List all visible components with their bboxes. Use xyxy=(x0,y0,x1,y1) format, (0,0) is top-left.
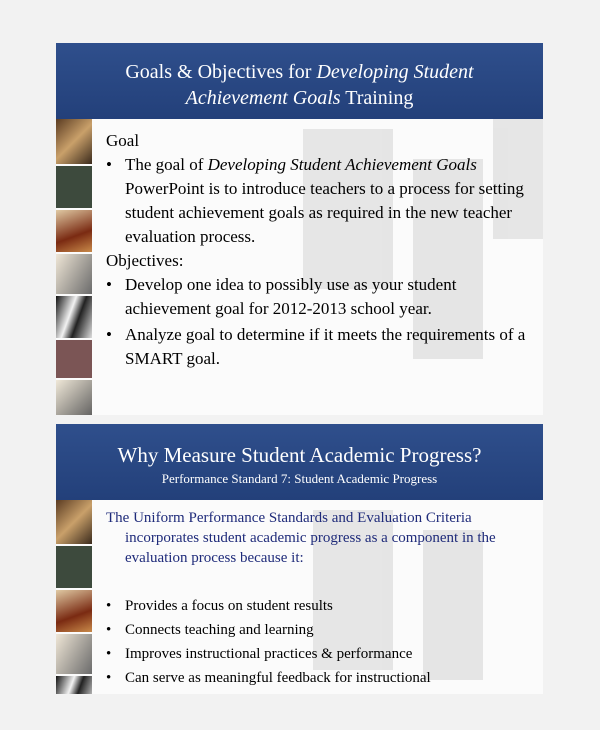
bullet-text: Develop one idea to possibly use as your student achievement goal for 2012-2013 school year. xyxy=(125,275,457,318)
slide2-subtitle: Performance Standard 7: Student Academic Progress xyxy=(161,471,438,486)
title-italic-text: Developing Student xyxy=(316,61,474,83)
intro-continuation: incorporates student academic progress as a component in the evaluation process because it: xyxy=(125,530,496,566)
bullet-text: Provides a focus on student results xyxy=(125,598,333,614)
photo-strip xyxy=(56,119,92,415)
objective-bullet xyxy=(106,323,533,371)
title-italic-text: Achievement Goals xyxy=(185,87,341,109)
reason-bullet xyxy=(106,596,533,616)
reason-bullet xyxy=(106,644,533,664)
photo-tile xyxy=(56,296,92,338)
slide1-header xyxy=(56,43,543,119)
bullet-italic-text: Developing Student Achievement Goals xyxy=(207,155,477,174)
photo-strip xyxy=(56,500,92,694)
slide2-title: Why Measure Student Academic Progress? xyxy=(117,443,482,467)
photo-tile xyxy=(56,254,92,294)
slide2-body xyxy=(106,508,533,688)
goal-bullet xyxy=(106,153,533,249)
slide1-body xyxy=(106,129,533,371)
bullet-icon: • xyxy=(106,155,112,174)
photo-tile xyxy=(56,210,92,252)
bullet-text: PowerPoint is to introduce teachers to a process for setting student achievement goals as required in the new teacher evaluation process. xyxy=(125,179,524,246)
reason-bullet xyxy=(106,668,533,688)
bullet-text: Can serve as meaningful feedback for instructional xyxy=(125,670,431,686)
slide-why-measure xyxy=(56,424,543,694)
objective-bullet xyxy=(106,273,533,321)
intro-line: The Uniform Performance Standards and Evaluation Criteria xyxy=(106,510,472,526)
bullet-icon: • xyxy=(106,325,112,344)
bullet-icon: • xyxy=(106,598,112,614)
photo-tile xyxy=(56,119,92,164)
reason-bullet xyxy=(106,620,533,640)
objectives-heading: Objectives: xyxy=(106,251,184,270)
bullet-text: Connects teaching and learning xyxy=(125,622,314,638)
bullet-icon: • xyxy=(106,670,112,686)
photo-tile xyxy=(56,590,92,632)
photo-tile xyxy=(56,380,92,415)
slide1-title xyxy=(56,43,543,111)
bullet-text: The goal of xyxy=(125,155,208,174)
title-text: Training xyxy=(340,87,414,109)
photo-tile xyxy=(56,166,92,208)
bullet-text: Improves instructional practices & performance xyxy=(125,646,413,662)
bullet-icon: • xyxy=(106,622,112,638)
slide2-header xyxy=(56,424,543,500)
photo-tile xyxy=(56,676,92,694)
bullet-icon: • xyxy=(106,646,112,662)
bullet-text: Analyze goal to determine if it meets the requirements of a SMART goal. xyxy=(125,325,526,368)
photo-tile xyxy=(56,340,92,378)
slide-goals-objectives xyxy=(56,43,543,415)
photo-tile xyxy=(56,500,92,544)
title-text: Goals & Objectives for xyxy=(125,61,317,83)
goal-heading: Goal xyxy=(106,131,140,150)
bullet-icon: • xyxy=(106,275,112,294)
photo-tile xyxy=(56,634,92,674)
photo-tile xyxy=(56,546,92,588)
